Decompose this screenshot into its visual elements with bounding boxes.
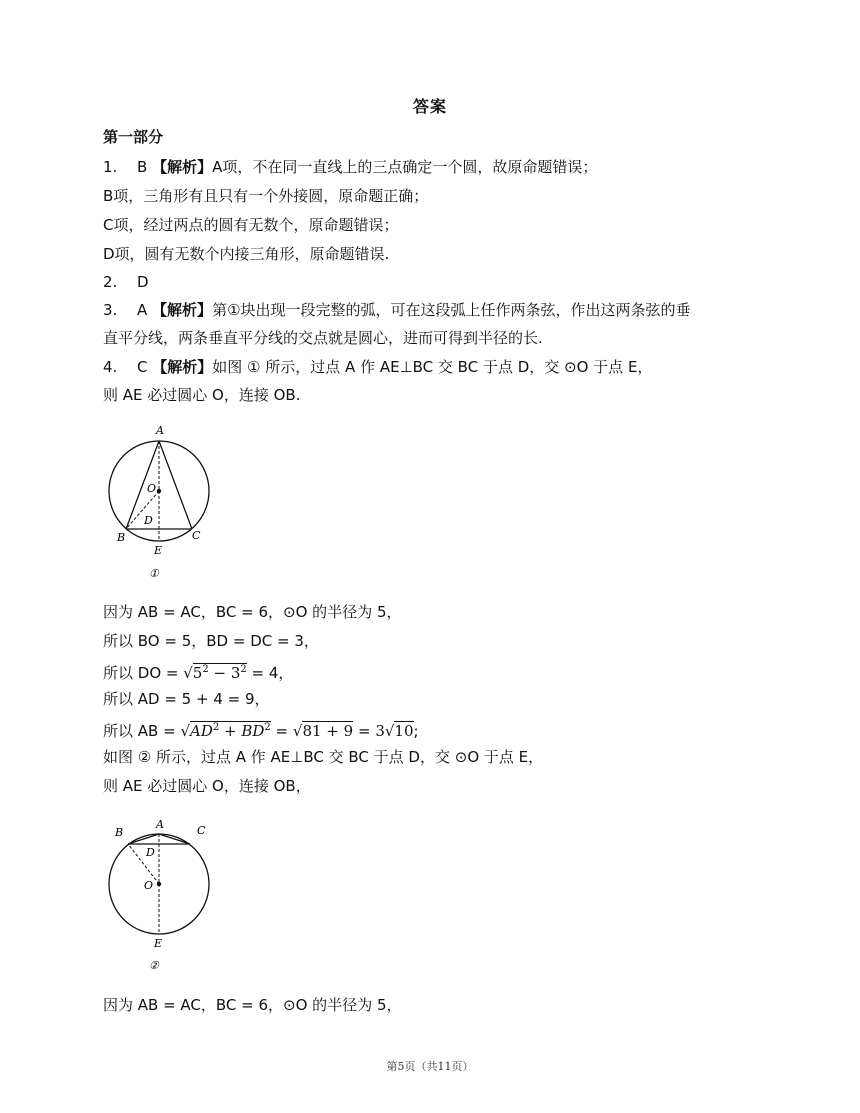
text-segment: 所以 AB = [103, 722, 181, 740]
text-segment: = 4， [246, 664, 294, 682]
center-point [157, 882, 161, 886]
answer-letter: B [137, 158, 148, 176]
analysis-tag: 【解析】 [152, 358, 213, 376]
figure-2-diagram [104, 812, 219, 977]
page-title: 答案 [412, 97, 447, 116]
answer-letter: A [137, 301, 148, 319]
label-b: B [115, 826, 124, 839]
question-1-line-c: C项，经过两点的圆有无数个，原命题错误； [103, 216, 399, 234]
solution-line-2: 所以 BO = 5，BD = DC = 3， [103, 632, 319, 650]
center-point [157, 489, 161, 493]
math-sqrt: 3√10 [375, 722, 414, 740]
segment-ob [126, 491, 159, 529]
segment-ab [128, 834, 159, 844]
solution-line-4: 所以 AD = 5 + 4 = 9， [103, 690, 270, 708]
label-b: B [117, 531, 126, 544]
label-e: E [154, 544, 163, 557]
label-a: A [156, 818, 164, 831]
question-3-line-b: 直平分线，两条垂直平分线的交点就是圆心，进而可得到半径的长. [103, 329, 543, 347]
label-o: O [144, 879, 154, 892]
question-4 [103, 357, 652, 377]
analysis-tag: 【解析】 [152, 158, 213, 176]
solution-line-7: 则 AE 必过圆心 O，连接 OB， [103, 777, 311, 795]
solution-line-8: 因为 AB = AC，BC = 6，⊙O 的半径为 5， [103, 996, 402, 1014]
solution-line-3 [103, 660, 293, 683]
question-2 [103, 272, 149, 292]
question-number: 1. [103, 158, 118, 176]
label-d: D [146, 846, 155, 859]
question-number: 2. [103, 273, 118, 291]
answer-letter: C [137, 358, 148, 376]
question-1-line-b: B项，三角形有且只有一个外接圆，原命题正确； [103, 187, 429, 205]
text-segment: = [270, 722, 293, 740]
math-sqrt: $√AD^2 + BD^2$ [180, 722, 271, 740]
label-c: C [192, 529, 201, 542]
label-c: C [197, 824, 206, 837]
segment-ac [159, 834, 190, 844]
figure-2 [104, 812, 219, 981]
answer-letter: D [137, 273, 149, 291]
solution-line-6: 如图 ② 所示，过点 A 作 AE⊥BC 交 BC 于点 D，交 ⊙O 于点 E， [103, 748, 544, 766]
question-4-line-b: 则 AE 必过圆心 O，连接 OB. [103, 386, 301, 404]
label-o: O [147, 482, 157, 495]
page-footer: 第5页（共11页） [386, 1060, 474, 1073]
label-d: D [144, 514, 153, 527]
text-segment: = [353, 722, 376, 740]
question-1-line-d: D项，圆有无数个内接三角形，原命题错误. [103, 245, 390, 263]
question-3 [103, 300, 691, 320]
text-segment: ; [413, 722, 419, 740]
solution-line-1: 因为 AB = AC，BC = 6，⊙O 的半径为 5， [103, 603, 402, 621]
figure-1-caption: ① [149, 567, 159, 580]
analysis-text: A项，不在同一直线上的三点确定一个圆，故原命题错误； [212, 158, 598, 176]
label-a: A [156, 424, 164, 437]
question-number: 3. [103, 301, 118, 319]
section-heading: 第一部分 [103, 128, 164, 146]
analysis-text: 如图 ① 所示，过点 A 作 AE⊥BC 交 BC 于点 D，交 ⊙O 于点 E， [212, 358, 653, 376]
figure-2-caption: ② [149, 959, 159, 972]
analysis-text: 第①块出现一段完整的弧，可在这段弧上任作两条弦，作出这两条弦的垂 [212, 301, 691, 319]
solution-line-5 [103, 718, 419, 741]
text-segment: 所以 DO = [103, 664, 184, 682]
question-number: 4. [103, 358, 118, 376]
figure-1-diagram [104, 420, 214, 585]
math-sqrt: √81 + 9 [292, 722, 354, 740]
math-sqrt: $√5^2 - 3^2$ [183, 664, 247, 682]
question-1 [103, 157, 597, 177]
analysis-tag: 【解析】 [152, 301, 213, 319]
figure-1 [104, 420, 214, 589]
label-e: E [154, 937, 163, 950]
segment-ac [159, 441, 192, 529]
